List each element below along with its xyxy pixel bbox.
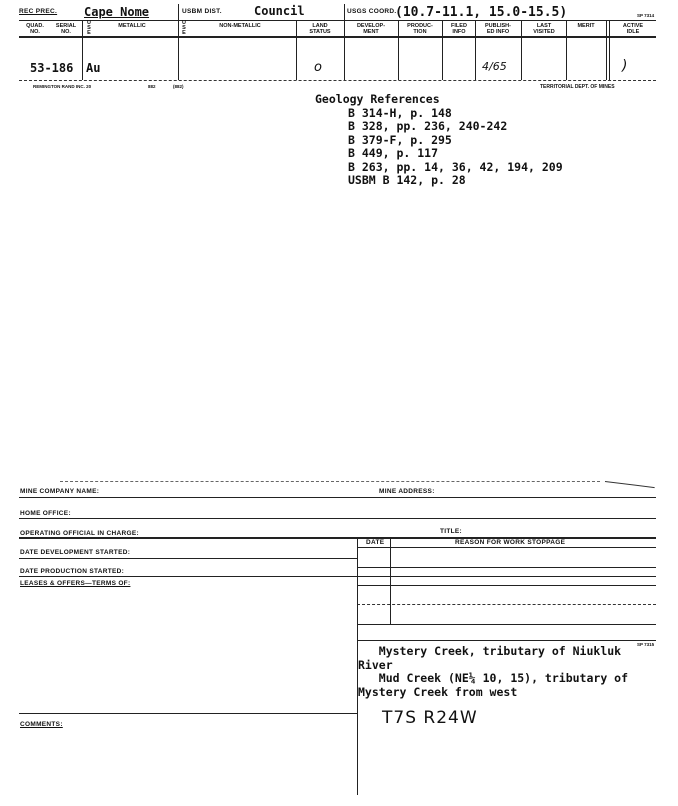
department-label: TERRITORIAL DEPT. OF MINES xyxy=(540,84,615,90)
note-line: Mystery Creek from west xyxy=(358,684,518,699)
metallic-use-header: U S E xyxy=(87,20,91,36)
printer-imprint: REMINGTON RAND INC. 20 xyxy=(33,84,92,89)
reference-item: USBM B 142, p. 28 xyxy=(348,173,466,187)
active-idle-value: ) xyxy=(622,58,628,74)
col-sep xyxy=(82,20,83,80)
published-info-header: PUBLISH- ED INFO xyxy=(485,23,511,35)
rec-prec-label: REC PREC. xyxy=(19,8,58,15)
printer-code-2: (882) xyxy=(173,84,184,89)
serial-no-header: SERIAL NO. xyxy=(55,23,77,35)
home-office-label: HOME OFFICE: xyxy=(20,510,71,517)
column-header-rule xyxy=(19,36,656,38)
production-header: PRODUC- TION xyxy=(407,23,433,35)
development-header: DEVELOP- MENT xyxy=(356,23,386,35)
last-visited-header: LAST VISITED xyxy=(533,23,555,35)
form-rule xyxy=(19,576,656,577)
nonmetallic-header: NON-METALLIC xyxy=(219,23,261,29)
metallic-header: METALLIC xyxy=(118,23,146,29)
nonmetallic-use-header: U S E xyxy=(182,20,186,36)
form-rule xyxy=(19,518,656,519)
reference-item: B 263, pp. 14, 36, 42, 194, 209 xyxy=(348,159,563,174)
location-notes xyxy=(358,645,628,699)
col-sep xyxy=(609,20,610,80)
form-rule xyxy=(19,497,656,498)
form-rule xyxy=(19,713,357,714)
data-row-bottom-rule xyxy=(19,80,656,81)
stoppage-rule xyxy=(357,567,656,568)
reference-list xyxy=(315,107,563,188)
reference-item: B 379-F, p. 295 xyxy=(348,132,452,147)
card-edge-corner xyxy=(605,481,655,488)
col-sep xyxy=(344,4,345,80)
form-number-2: SP 7315 xyxy=(637,642,655,647)
form-number: SP 7314 xyxy=(637,13,655,18)
printer-code: 882 xyxy=(148,84,156,89)
dev-started-label: DATE DEVELOPMENT STARTED: xyxy=(20,549,131,556)
reason-stoppage-header: REASON FOR WORK STOPPAGE xyxy=(455,539,566,546)
geology-heading: Geology References xyxy=(315,92,440,106)
mine-address-label: MINE ADDRESS: xyxy=(379,488,435,495)
comments-label: COMMENTS: xyxy=(20,721,63,728)
mine-company-label: MINE COMPANY NAME: xyxy=(20,488,100,495)
reference-item: B 314-H, p. 148 xyxy=(348,105,452,120)
usbm-dist-label: USBM DIST. xyxy=(182,8,222,15)
active-idle-header: ACTIVE IDLE xyxy=(622,23,644,35)
merit-header: MERIT xyxy=(577,23,595,29)
reference-item: B 328, pp. 236, 240-242 xyxy=(348,119,508,133)
date-header: DATE xyxy=(366,539,385,546)
usgs-coord-label: USGS COORD. xyxy=(347,8,397,15)
land-status-header: LAND STATUS xyxy=(309,23,331,35)
township-range-handwritten: T7S R24W xyxy=(382,708,478,728)
title-label: TITLE: xyxy=(440,528,463,535)
usbm-dist-value: Council xyxy=(254,4,305,18)
usgs-coord-value: (10.7-11.1, 15.0-15.5) xyxy=(395,5,568,20)
card-edge xyxy=(60,481,600,482)
quad-serial-value: 53-186 xyxy=(30,61,74,75)
metallic-value: Au xyxy=(86,61,101,75)
stoppage-rule xyxy=(357,604,656,605)
col-sep xyxy=(606,20,607,80)
leases-label: LEASES & OFFERS—TERMS OF: xyxy=(20,580,131,587)
note-line: Mud Creek (NE¼ 10, 15), tributary of xyxy=(358,671,629,685)
filed-info-header: FILED INFO xyxy=(451,23,467,35)
note-rule xyxy=(357,640,656,641)
note-line: Mystery Creek, tributary of Niukluk xyxy=(358,644,622,658)
rec-prec-value: Cape Nome xyxy=(84,5,150,19)
reference-item: B 449, p. 117 xyxy=(348,146,439,160)
col-sep xyxy=(178,4,179,80)
prod-started-label: DATE PRODUCTION STARTED: xyxy=(20,568,125,575)
form-rule xyxy=(19,558,357,559)
geology-references xyxy=(315,93,563,188)
quad-no-header: QUAD. NO. xyxy=(26,23,44,35)
header-rule xyxy=(19,20,656,21)
published-info-value: 4/65 xyxy=(482,60,507,73)
form-rule xyxy=(357,547,656,548)
land-status-value: o xyxy=(314,60,322,75)
note-line: River xyxy=(358,657,393,672)
col-sep xyxy=(566,20,567,80)
stoppage-rule xyxy=(357,624,656,625)
operating-official-label: OPERATING OFFICIAL IN CHARGE: xyxy=(20,530,139,537)
col-sep xyxy=(296,20,297,80)
stoppage-rule xyxy=(357,585,656,586)
date-col-divider xyxy=(390,537,391,624)
